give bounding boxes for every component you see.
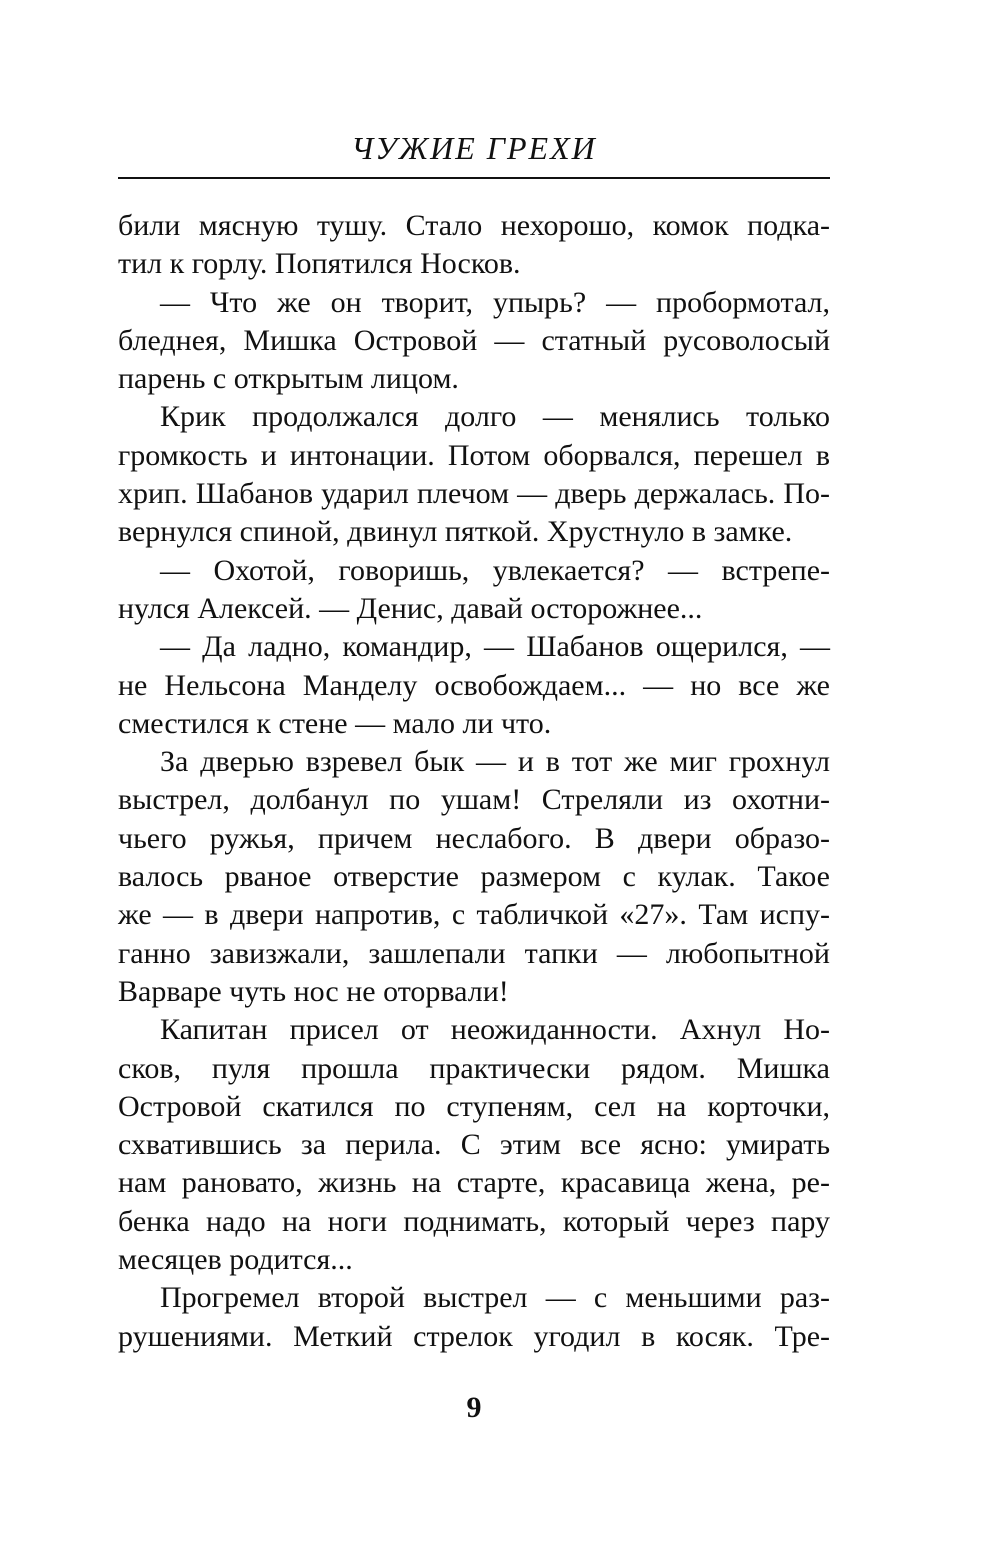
- text-line: хрип. Шабанов ударил плечом — дверь держалась. По-: [118, 477, 830, 511]
- text-line: же — в двери напротив, с табличкой «27». Там испу-: [118, 898, 830, 932]
- text-line: За дверью взревел бык — и в тот же миг грохнул: [160, 745, 830, 779]
- text-line: тил к горлу. Попятился Носков.: [118, 247, 521, 281]
- text-line: выстрел, долбанул по ушам! Стреляли из охотни-: [118, 783, 830, 817]
- text-line: громкость и интонации. Потом оборвался, перешел в: [118, 438, 830, 472]
- text-line: месяцев родится...: [118, 1243, 353, 1277]
- text-line: чьего ружья, причем неслабого. В двери образо-: [118, 821, 830, 855]
- text-line: сков, пуля прошла практически рядом. Мишка: [118, 1051, 830, 1085]
- text-line: Варваре чуть нос не оторвали!: [118, 974, 509, 1008]
- text-line: сместился к стене — мало ли что.: [118, 706, 552, 740]
- text-line: — Охотой, говоришь, увлекается? — встрепе-: [160, 553, 830, 587]
- text-line: — Да ладно, командир, — Шабанов ощерился, —: [160, 630, 830, 664]
- text-line: нулся Алексей. — Денис, давай осторожнее...: [118, 591, 703, 625]
- text-line: вернулся спиной, двинул пяткой. Хрустнуло в замке.: [118, 515, 793, 549]
- text-line: Прогремел второй выстрел — с меньшими раз-: [160, 1281, 830, 1315]
- text-line: рушениями. Меткий стрелок угодил в косяк. Тре-: [118, 1319, 830, 1353]
- text-line: бенка надо на ноги поднимать, который через пару: [118, 1204, 830, 1238]
- page-number: 9: [466, 1391, 482, 1424]
- text-line: Островой скатился по ступеням, сел на корточки,: [118, 1089, 830, 1123]
- text-line: — Что же он творит, упырь? — пробормотал,: [160, 285, 830, 319]
- text-line: били мясную тушу. Стало нехорошо, комок подка-: [118, 209, 830, 242]
- header-rule: [118, 177, 830, 179]
- body-text: [118, 207, 830, 1356]
- text-line: парень с открытым лицом.: [118, 362, 459, 396]
- running-header: ЧУЖИЕ ГРЕХИ: [351, 130, 597, 166]
- text-line: валось рваное отверстие размером с кулак. Такое: [118, 860, 830, 894]
- text-line: схватившись за перила. С этим все ясно: умирать: [118, 1128, 830, 1162]
- text-line: ганно завизжали, зашлепали тапки — любопытной: [118, 936, 830, 970]
- text-line: бледнея, Мишка Островой — статный русоволосый: [118, 323, 830, 357]
- text-line: Крик продолжался долго — менялись только: [160, 400, 830, 434]
- text-line: Капитан присел от неожиданности. Ахнул Но-: [160, 1013, 830, 1047]
- text-line: не Нельсона Манделу освобождаем... — но все же: [118, 668, 830, 702]
- text-line: нам рановато, жизнь на старте, красавица жена, ре-: [118, 1166, 830, 1200]
